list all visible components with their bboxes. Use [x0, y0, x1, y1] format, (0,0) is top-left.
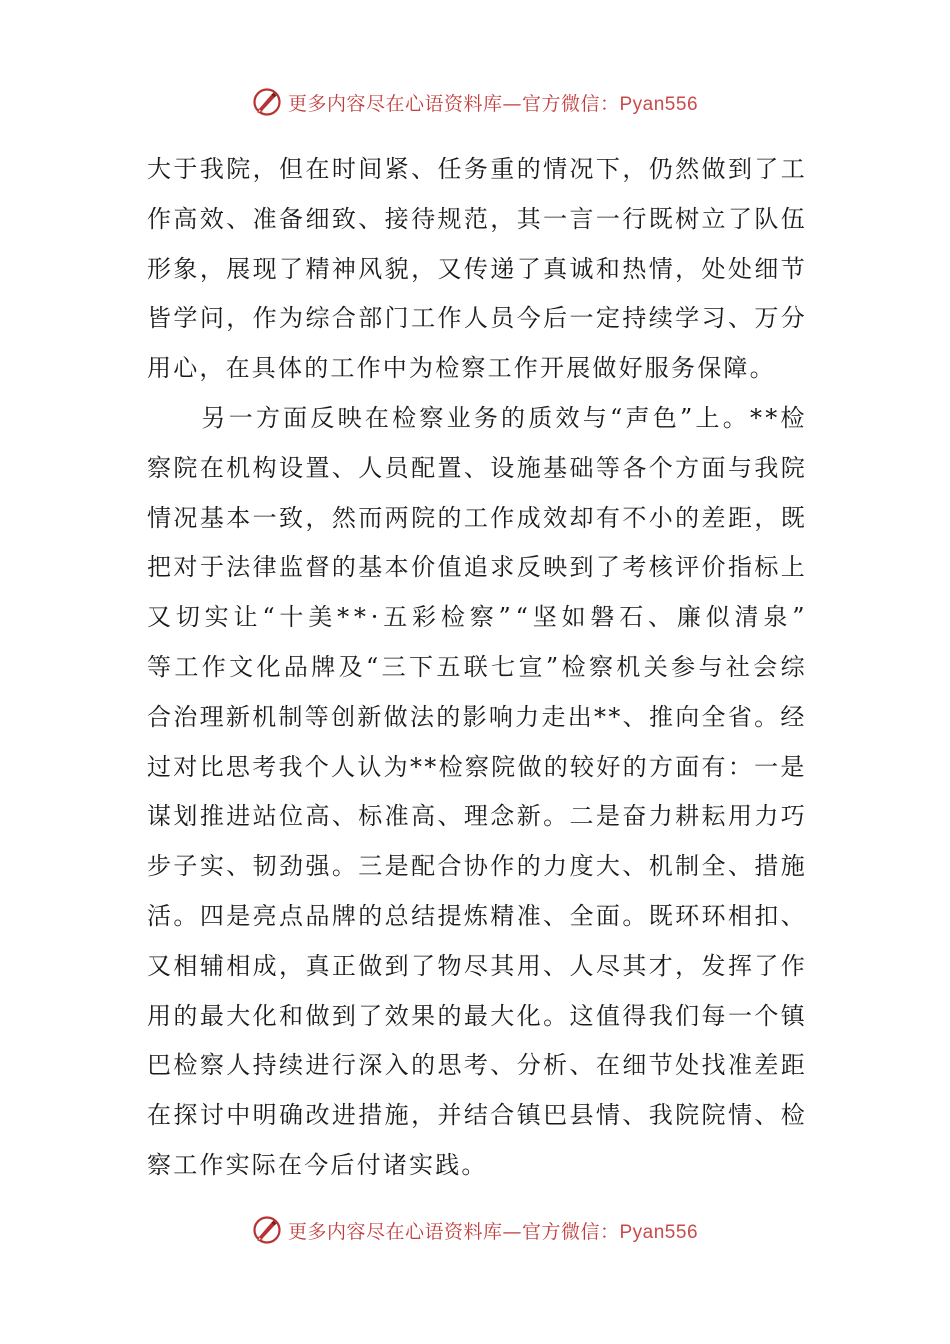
wechat-id: Pyan556 — [619, 1221, 699, 1243]
wechat-id: Pyan556 — [619, 93, 699, 115]
text-line: 察工作实际在今后付诸实践。 — [147, 1150, 488, 1179]
text-line: 又 相 辅 相 成 ， 真 正 做 到 了 物 尽 其 用 、 人 尽 其 才 ， 发 挥 了 作 — [147, 951, 807, 980]
text-line: 在 探 讨 中 明 确 改 进 措 施 ， 并 结 合 镇 巴 县 情 、 我 院 院 情 、 检 — [147, 1101, 807, 1130]
text-line: 情 况 基 本 一 致 ， 然 而 两 院 的 工 作 成 效 却 有 不 小 的 差 距 ， 既 — [147, 503, 807, 532]
header-banner-text: 更多内容尽在心语资料库—官方微信：Pyan556 — [287, 92, 699, 115]
text-line: 等 工 作 文 化 品 牌 及 “ 三 下 五 联 七 宣 ” 检 察 机 关 参 与 社 会 综 — [147, 652, 807, 681]
pen-logo-icon — [252, 1215, 282, 1245]
text-line: 巴 检 察 人 持 续 进 行 深 入 的 思 考 、 分 析 、 在 细 节 处 找 准 差 距 — [147, 1051, 807, 1080]
text-line: 作 高 效 、 准 备 细 致 、 接 待 规 范 ， 其 一 言 一 行 既 树 立 了 队 伍 — [147, 204, 807, 233]
text-line: 用 的 最 大 化 和 做 到 了 效 果 的 最 大 化 。 这 值 得 我 们 每 一 个 镇 — [147, 1001, 807, 1030]
header-banner — [0, 84, 950, 120]
text-line: 又 切 实 让 “ 十 美 * * · 五 彩 检 察 ” “ 坚 如 磐 石 、 廉 似 清 泉 ” — [147, 603, 807, 632]
text-line: 皆 学 问 ， 作 为 综 合 部 门 工 作 人 员 今 后 一 定 持 续 学 习 、 万 分 — [147, 304, 807, 333]
text-line: 形 象 ， 展 现 了 精 神 风 貌 ， 又 传 递 了 真 诚 和 热 情 ， 处 处 细 节 — [147, 254, 807, 283]
text-line: 用心，在具体的工作中为检察工作开展做好服务保障。 — [147, 354, 776, 383]
text-line: 步 子 实 、 韧 劲 强 。 三 是 配 合 协 作 的 力 度 大 、 机 制 全 、 措 施 — [147, 852, 807, 881]
text-line: 合 治 理 新 机 制 等 创 新 做 法 的 影 响 力 走 出 * * 、 推 向 全 省 。 经 — [147, 702, 807, 731]
text-line: 谋 划 推 进 站 位 高 、 标 准 高 、 理 念 新 。 二 是 奋 力 耕 耘 用 力 巧 — [147, 802, 807, 831]
footer-banner — [0, 1212, 950, 1248]
footer-banner-text: 更多内容尽在心语资料库—官方微信：Pyan556 — [287, 1220, 699, 1243]
document-body — [147, 145, 807, 1191]
text-line: 过 对 比 思 考 我 个 人 认 为 * * 检 察 院 做 的 较 好 的 方 面 有 ： 一 是 — [147, 752, 807, 781]
text-line: 另 一 方 面 反 映 在 检 察 业 务 的 质 效 与 “ 声 色 ” 上 。 * * 检 — [201, 403, 807, 432]
pen-logo-icon — [252, 87, 282, 117]
text-line: 察 院 在 机 构 设 置 、 人 员 配 置 、 设 施 基 础 等 各 个 方 面 与 我 院 — [147, 453, 807, 482]
text-line: 大 于 我 院 ， 但 在 时 间 紧 、 任 务 重 的 情 况 下 ， 仍 然 做 到 了 工 — [147, 155, 807, 183]
text-line: 活 。 四 是 亮 点 品 牌 的 总 结 提 炼 精 准 、 全 面 。 既 环 环 相 扣 、 — [147, 901, 807, 930]
text-line: 把 对 于 法 律 监 督 的 基 本 价 值 追 求 反 映 到 了 考 核 评 价 指 标 上 — [147, 553, 807, 582]
